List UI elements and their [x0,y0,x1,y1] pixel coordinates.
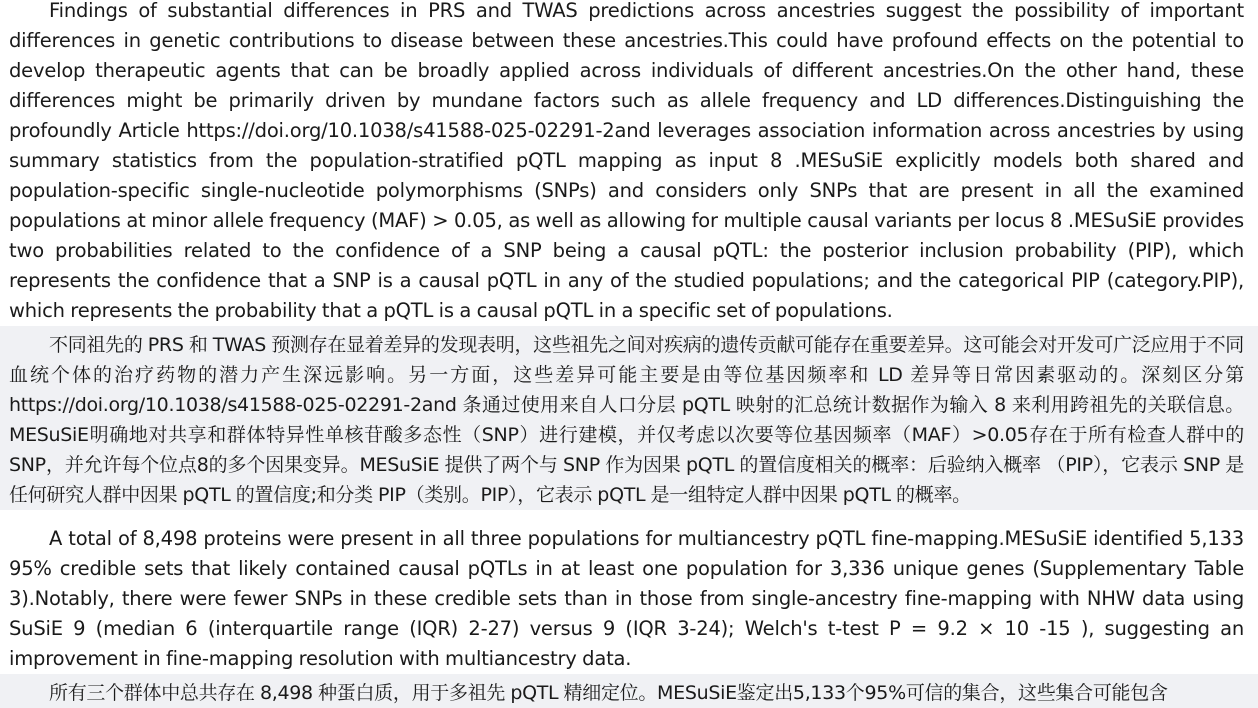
paragraph-chinese-1: 不同祖先的 PRS 和 TWAS 预测存在显着差异的发现表明，这些祖先之间对疾病的遗传贡献可能存在重要差异。这可能会对开发可广泛应用于不同血统个体的治疗药物的潜力产生深远影响。另一方面，这些差异可能主要是由等位基因频率和 LD 差异等日常因素驱动的。深刻区分第 https://doi.org/10.1038/s41588-025-02291-2and 条通过使用来自人口分层 pQTL 映射的汇总统计数据作为输入 8 来利用跨祖先的关联信息。MESuSiE明确地对共享和群体特异性单核苷酸多态性（SNP）进行建模，并仅考虑以次要等位基因频率（MAF）>0.05存在于所有检查人群中的SNP，并允许每个位点8的多个因果变异。MESuSiE 提供了两个与 SNP 作为因果 pQTL 的置信度相关的概率：后验纳入概率 （PIP），它表示 SNP 是任何研究人群中因果 pQTL 的置信度;和分类 PIP（类别。PIP），它表示 pQTL 是一组特定人群中因果 pQTL 的概率。 [0,330,1258,510]
paragraph-chinese-2: 所有三个群体中总共存在 8,498 种蛋白质，用于多祖先 pQTL 精细定位。MESuSiE鉴定出5,133个95%可信的集合，这些集合可能包含 [0,678,1258,708]
paragraph-english-2: A total of 8,498 proteins were present in all three populations for multiancestry pQTL fine-mapping.MESuSiE identified 5,133 95% credible sets that likely contained causal pQTLs in at least one population for 3,336 unique genes (Supplementary Table 3).Notably, there were fewer SNPs in these credible sets than in those from single-ancestry fine-mapping with NHW data using SuSiE 9 (median 6 (interquartile range (IQR) 2-27) versus 9 (IQR 3-24); Welch's t-test P = 9.2 × 10 -15 ), suggesting an improvement in fine-mapping resolution with multiancestry data. [0,524,1258,674]
paragraph-spacer [0,510,1258,524]
paragraph-english-1: Findings of substantial differences in PRS and TWAS predictions across ancestries suggest the possibility of important differences in genetic contributions to disease between these ancestries.This could have profound effects on the potential to develop therapeutic agents that can be broadly applied across individuals of different ancestries.On the other hand, these differences might be primarily driven by mundane factors such as allele frequency and LD differences.Distinguishing the profoundly Article https://doi.org/10.1038/s41588-025-02291-2and leverages association information across ancestries by using summary statistics from the population-stratified pQTL mapping as input 8 .MESuSiE explicitly models both shared and population-specific single-nucleotide polymorphisms (SNPs) and considers only SNPs that are present in all the examined populations at minor allele frequency (MAF) > 0.05, as well as allowing for multiple causal variants per locus 8 .MESuSiE provides two probabilities related to the confidence of a SNP being a causal pQTL: the posterior inclusion probability (PIP), which represents the confidence that a SNP is a causal pQTL in any of the studied populations; and the categorical PIP (category.PIP), which represents the probability that a pQTL is a causal pQTL in a specific set of populations. [0,0,1258,326]
